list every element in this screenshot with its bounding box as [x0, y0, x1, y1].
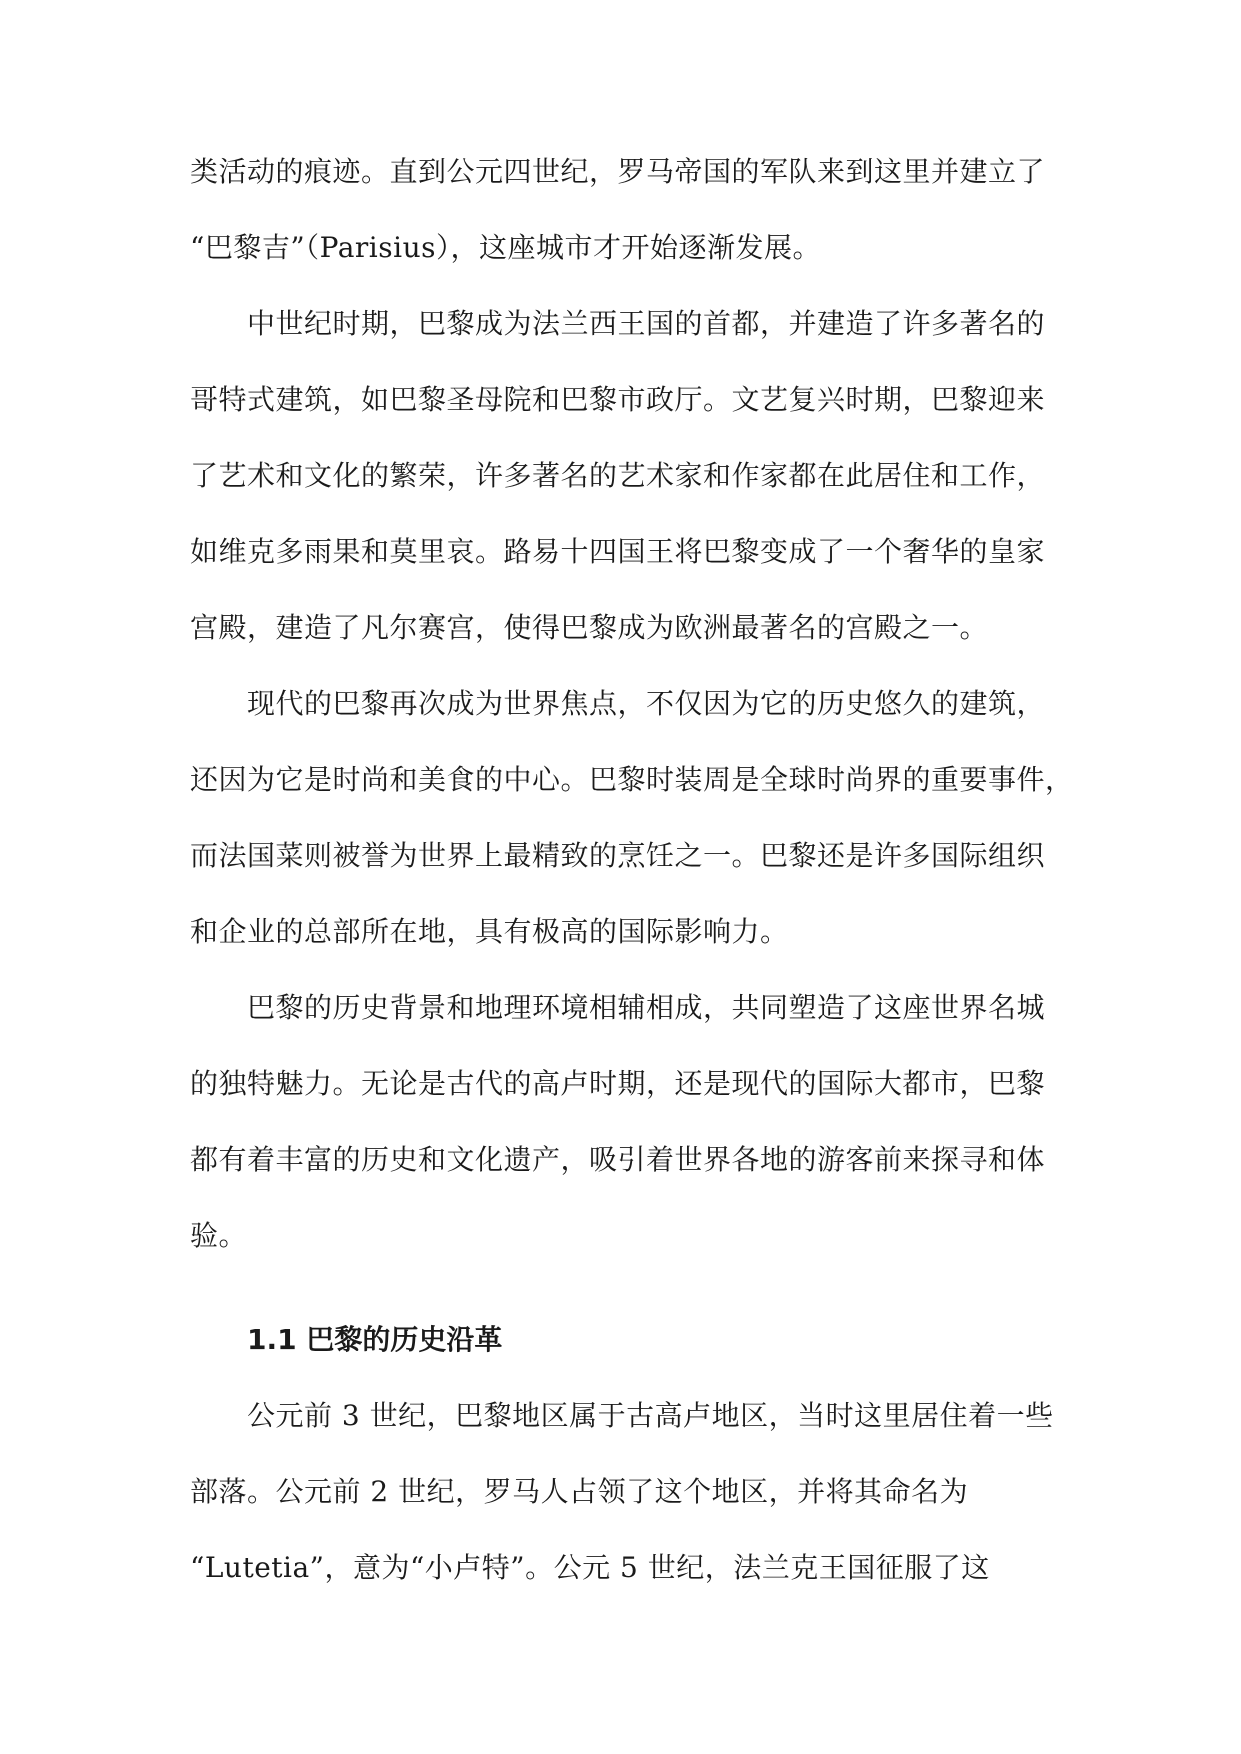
text-line: 还因为它是时尚和美食的中心。巴黎时装周是全球时尚界的重要事件， — [190, 763, 1074, 796]
text-line: 验。 — [190, 1219, 248, 1252]
text-line: “巴黎吉”（Parisius），这座城市才开始逐渐发展。 — [190, 231, 821, 264]
text-line: 的独特魅力。无论是古代的高卢时期，还是现代的国际大都市，巴黎 — [190, 1067, 1046, 1100]
text-line: 宫殿，建造了凡尔赛宫，使得巴黎成为欧洲最著名的宫殿之一。 — [190, 611, 989, 644]
paragraph-2 — [190, 294, 1050, 674]
text-line: 巴黎的历史背景和地理环境相辅相成，共同塑造了这座世界名城 — [247, 991, 1046, 1024]
paragraph-4 — [190, 978, 1050, 1282]
text-line: 了艺术和文化的繁荣，许多著名的艺术家和作家都在此居住和工作， — [190, 459, 1046, 492]
text-line: 如维克多雨果和莫里哀。路易十四国王将巴黎变成了一个奢华的皇家 — [190, 535, 1046, 568]
text-line: 部落。公元前 2 世纪，罗马人占领了这个地区，并将其命名为 — [190, 1475, 969, 1508]
paragraph-5 — [190, 1386, 1054, 1614]
paragraph-1 — [190, 142, 1050, 294]
section-spacer — [190, 1282, 1050, 1310]
text-line: 公元前 3 世纪，巴黎地区属于古高卢地区，当时这里居住着一些 — [247, 1399, 1054, 1432]
text-line: 现代的巴黎再次成为世界焦点，不仅因为它的历史悠久的建筑， — [247, 687, 1046, 720]
text-line: 哥特式建筑，如巴黎圣母院和巴黎市政厅。文艺复兴时期，巴黎迎来 — [190, 383, 1046, 416]
text-line: “Lutetia”，意为“小卢特”。公元 5 世纪，法兰克王国征服了这 — [190, 1551, 990, 1584]
paragraph-3 — [190, 674, 1074, 978]
text-line: 都有着丰富的历史和文化遗产，吸引着世界各地的游客前来探寻和体 — [190, 1143, 1046, 1176]
text-line: 中世纪时期，巴黎成为法兰西王国的首都，并建造了许多著名的 — [247, 307, 1046, 340]
text-line: 类活动的痕迹。直到公元四世纪，罗马帝国的军队来到这里并建立了 — [190, 155, 1046, 188]
document-body — [190, 142, 1074, 1614]
text-line: 而法国菜则被誉为世界上最精致的烹饪之一。巴黎还是许多国际组织 — [190, 839, 1046, 872]
text-line: 和企业的总部所在地，具有极高的国际影响力。 — [190, 915, 789, 948]
section-heading: 1.1 巴黎的历史沿革 — [247, 1323, 503, 1356]
